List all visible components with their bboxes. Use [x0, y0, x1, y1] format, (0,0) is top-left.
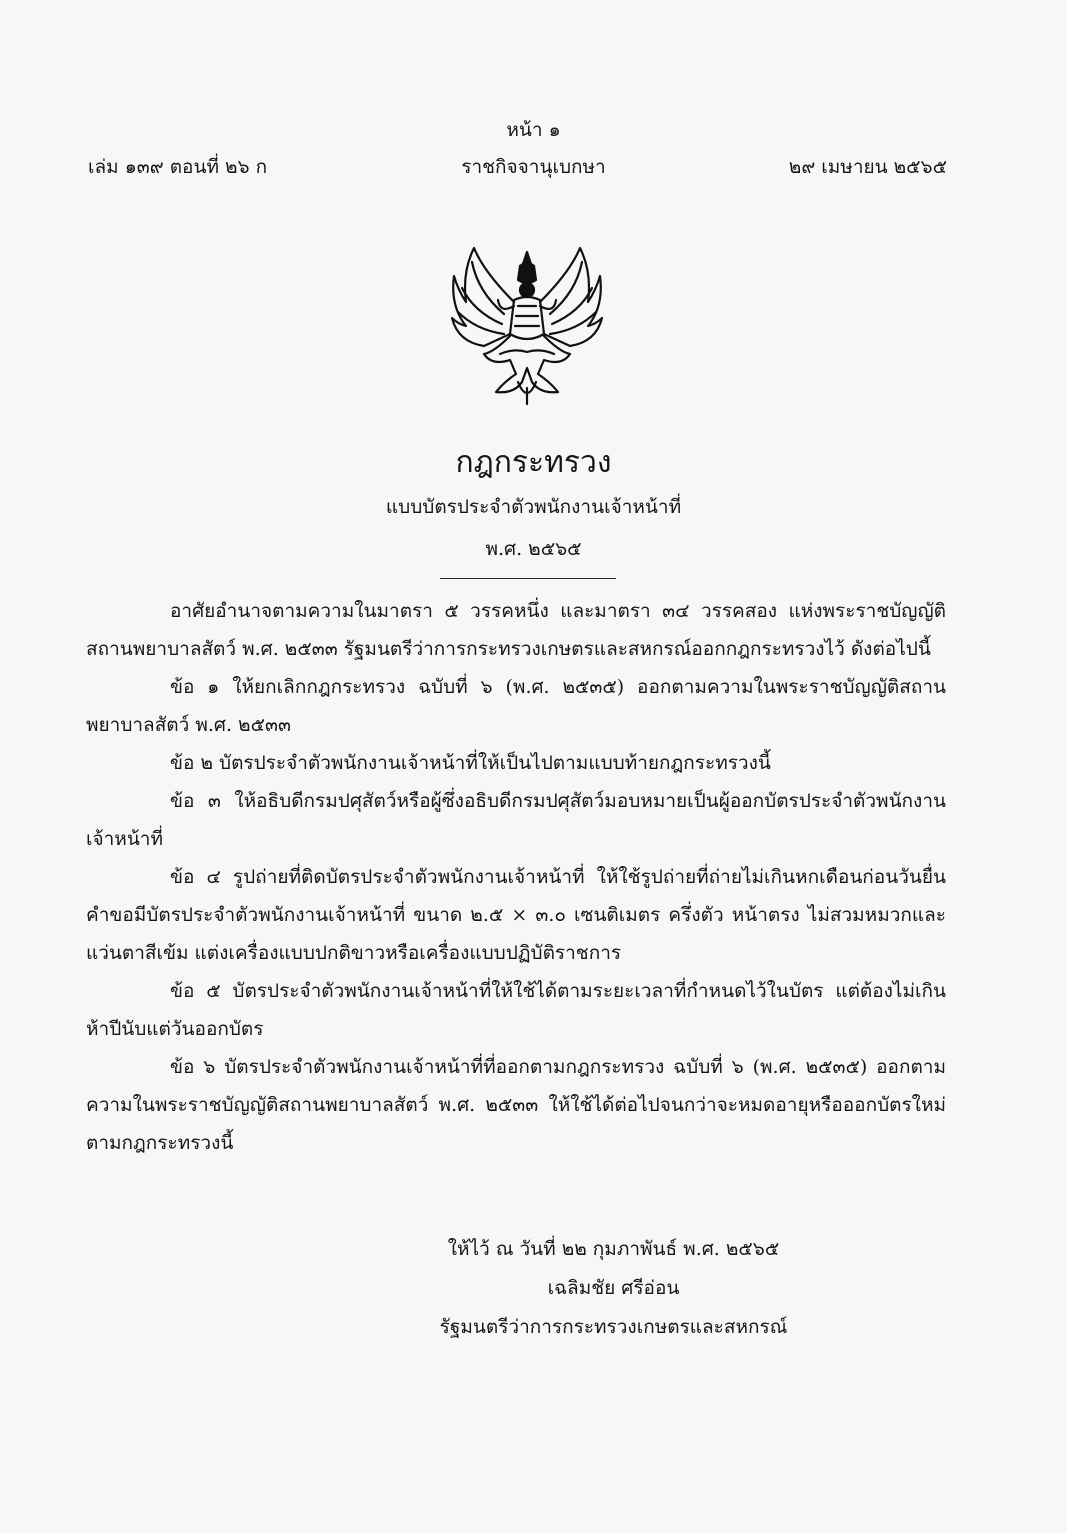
signatory-position: รัฐมนตรีว่าการกระทรวงเกษตรและสหกรณ์ [439, 1316, 788, 1338]
volume-issue: เล่ม ๑๓๙ ตอนที่ ๒๖ ก [88, 156, 268, 178]
clause-5: ข้อ ๕ บัตรประจำตัวพนักงานเจ้าหน้าที่ให้ใช้ได้ตามระยะเวลาที่กำหนดไว้ในบัตร แต่ต้องไม่เกินห้าปีนับแต่วันออกบัตร [86, 980, 946, 1040]
document-subtitle: แบบบัตรประจำตัวพนักงานเจ้าหน้าที่ [385, 496, 682, 518]
gazette-name: ราชกิจจานุเบกษา [461, 156, 606, 178]
clause-2: ข้อ ๒ บัตรประจำตัวพนักงานเจ้าหน้าที่ให้เป็นไปตามแบบท้ายกฎกระทรวงนี้ [170, 752, 771, 774]
signatory-name: เฉลิมชัย ศรีอ่อน [547, 1277, 680, 1299]
document-body [86, 592, 946, 1162]
garuda-emblem-icon [444, 242, 610, 410]
given-on-date: ให้ไว้ ณ วันที่ ๒๒ กุมภาพันธ์ พ.ศ. ๒๕๖๕ [447, 1238, 780, 1260]
clause-1: ข้อ ๑ ให้ยกเลิกกฎกระทรวง ฉบับที่ ๖ (พ.ศ. ๒๕๓๕) ออกตามความในพระราชบัญญัติสถานพยาบาลสัตว์ พ.ศ. ๒๕๓๓ [86, 676, 946, 736]
clause-3: ข้อ ๓ ให้อธิบดีกรมปศุสัตว์หรือผู้ซึ่งอธิบดีกรมปศุสัตว์มอบหมายเป็นผู้ออกบัตรประจำตัวพนักงานเจ้าหน้าที่ [86, 790, 946, 850]
preamble-paragraph: อาศัยอำนาจตามความในมาตรา ๕ วรรคหนึ่ง และมาตรา ๓๔ วรรคสอง แห่งพระราชบัญญัติสถานพยาบาลสัตว์ พ.ศ. ๒๕๓๓ รัฐมนตรีว่าการกระทรวงเกษตรและสหกรณ์ออกกฎกระทรวงไว้ ดังต่อไปนี้ [86, 600, 946, 660]
clause-4: ข้อ ๔ รูปถ่ายที่ติดบัตรประจำตัวพนักงานเจ้าหน้าที่ ให้ใช้รูปถ่ายที่ถ่ายไม่เกินหกเดือนก่อนวันยื่นคำขอมีบัตรประจำตัวพนักงานเจ้าหน้าที่ ขนาด ๒.๕ × ๓.๐ เซนติเมตร ครึ่งตัว หน้าตรง ไม่สวมหมวกและแว่นตาสีเข้ม แต่งเครื่องแบบปกติขาวหรือเครื่องแบบปฏิบัติราชการ [86, 866, 946, 964]
document-title: กฎกระทรวง [455, 445, 612, 480]
clause-6: ข้อ ๖ บัตรประจำตัวพนักงานเจ้าหน้าที่ที่ออกตามกฎกระทรวง ฉบับที่ ๖ (พ.ศ. ๒๕๓๕) ออกตามความในพระราชบัญญัติสถานพยาบาลสัตว์ พ.ศ. ๒๕๓๓ ให้ใช้ได้ต่อไปจนกว่าจะหมดอายุหรือออกบัตรใหม่ตามกฎกระทรวงนี้ [86, 1056, 946, 1154]
title-divider [440, 578, 616, 579]
document-year: พ.ศ. ๒๕๖๕ [485, 538, 582, 560]
publication-date: ๒๙ เมษายน ๒๕๖๕ [788, 156, 947, 178]
page-number: หน้า ๑ [506, 119, 561, 141]
